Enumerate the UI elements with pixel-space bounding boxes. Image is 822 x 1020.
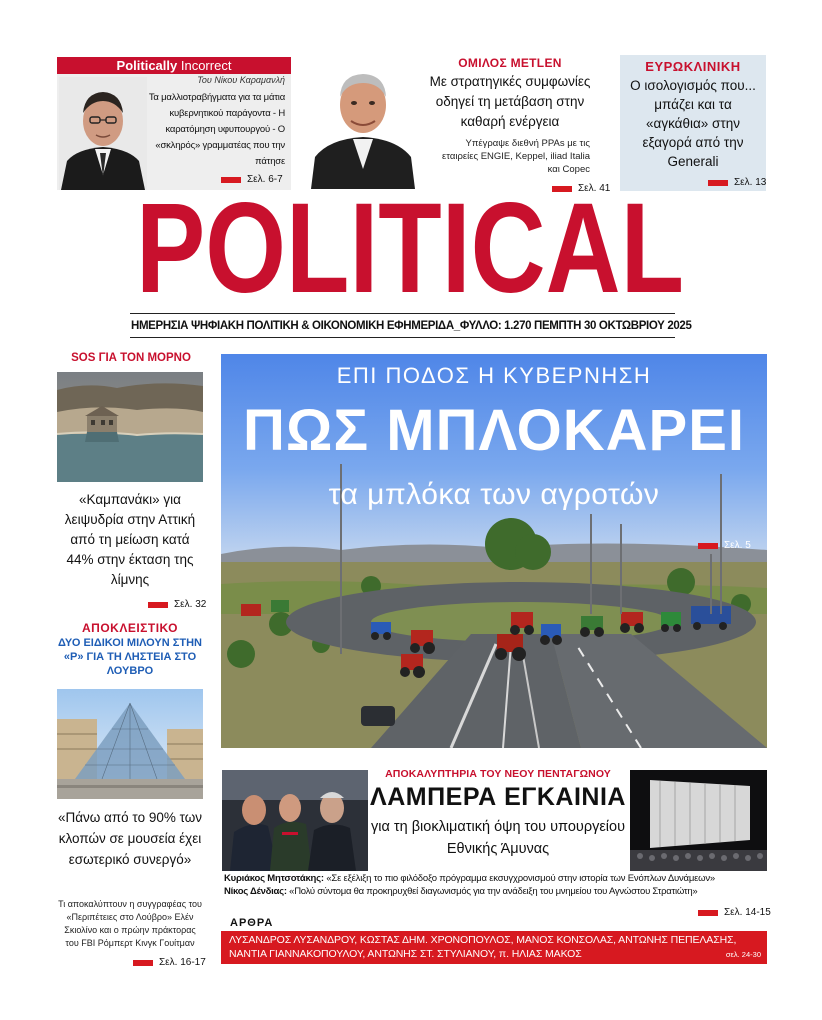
lake-photo: [57, 372, 203, 482]
column-title-bold: Politically: [116, 58, 178, 73]
metlen-subtext: Υπέγραψε διεθνή PPAs με τις εταιρείες ENGIE, Keppel, iliad Italia και Copec: [442, 138, 590, 175]
masthead-rule-top: [130, 313, 675, 314]
pentagon-ceremony-photo: [222, 770, 368, 871]
page-ref-euroclinic[interactable]: Σελ. 13: [708, 177, 766, 188]
articles-authors-line-1: ΛΥΣΑΝΔΡΟΣ ΛΥΣΑΝΔΡΟΥ, ΚΩΣΤΑΣ ΔΗΜ. ΧΡΟΝΟΠΟΥΛΟΣ, ΜΑΝΟΣ ΚΟΝΣΟΛΑΣ, ΑΝΤΩΝΗΣ ΠΕΠΕΛΑΣΗΣ,: [229, 934, 737, 946]
exclusive-label: ΑΠΟΚΛΕΙΣΤΙΚΟ: [82, 621, 178, 635]
page-ref-bar: [698, 910, 718, 916]
main-story-headline[interactable]: ΠΩΣ ΜΠΛΟΚΑΡΕΙ: [242, 398, 745, 463]
page-ref-louvre[interactable]: Σελ. 16-17: [133, 957, 206, 968]
masthead-strapline: ΗΜΕΡΗΣΙΑ ΨΗΦΙΑΚΗ ΠΟΛΙΤΙΚΗ & ΟΙΚΟΝΟΜΙΚΗ ΕΦΗΜΕΡΙΔΑ_ΦΥΛΛΟ: 1.270 ΠΕΜΠΤΗ 30 ΟΚΤΩΒΡΙΟΥ 2025: [131, 320, 692, 332]
louvre-quote[interactable]: «Πάνω από το 90% των κλοπών σε μουσεία έχει εσωτερικό συνεργό»: [57, 810, 203, 867]
logo-text: POLITICAL: [136, 190, 684, 306]
dendias-quote: [224, 886, 769, 898]
louvre-subtext: Τι αποκαλύπτουν η συγγραφέας του «Περιπέτειες στο Λούβρο» Ελέν Σκιολίνο και ο πρώην πράκτορας του FBI Ρόμπερτ Κινγκ Γουίτμαν: [58, 899, 202, 948]
masthead-rule-bottom: [130, 337, 675, 338]
newspaper-logo[interactable]: [130, 190, 690, 306]
page-ref-bar: [148, 602, 168, 608]
articles-authors-line-2: ΝΑΝΤΙΑ ΓΙΑΝΝΑΚΟΠΟΥΛΟΥ, ΑΝΤΩΝΗΣ ΣΤ. ΣΤΥΛΙΑΝΟΥ, π. ΗΛΙΑΣ ΜΑΚΟΣ: [229, 948, 582, 960]
page-ref-metlen[interactable]: Σελ. 41: [552, 183, 610, 194]
articles-label: ΑΡΘΡΑ: [230, 917, 274, 929]
articles-page-ref: σελ. 24-30: [725, 950, 761, 959]
metlen-headline[interactable]: Με στρατηγικές συμφωνίες οδηγεί τη μετάβαση στην καθαρή ενέργεια: [429, 74, 591, 129]
columnist-photo: [59, 77, 147, 190]
articles-box[interactable]: [221, 931, 767, 964]
pentagon-tag: ΑΠΟΚΑΛΥΠΤΗΡΙΑ ΤΟΥ ΝΕΟΥ ΠΕΝΤΑΓΩΝΟΥ: [385, 768, 611, 780]
metlen-section-title: ΟΜΙΛΟΣ METLEN: [458, 56, 562, 70]
politically-incorrect-box[interactable]: [57, 57, 291, 190]
main-story-kicker: ΕΠΙ ΠΟΔΟΣ Η ΚΥΒΕΡΝΗΣΗ: [336, 363, 652, 388]
pentagon-hall-photo: [630, 770, 767, 871]
column-title-light: Incorrect: [177, 58, 232, 73]
page-ref-bar: [133, 960, 153, 966]
mitsotakis-quote: [224, 873, 769, 885]
quote-speaker: Νίκος Δένδιας:: [224, 886, 287, 897]
mornos-headline[interactable]: «Καμπανάκι» για λειψυδρία στην Αττική από τη μείωση κατά 44% στην έκταση της λίμνης: [64, 492, 196, 587]
pentagon-subheadline: για τη βιοκλιματική όψη του υπουργείου Εθνικής Άμυνας: [370, 819, 626, 857]
page-ref-main[interactable]: Σελ. 5: [698, 540, 751, 551]
page-ref-bar: [698, 543, 718, 549]
column-author: Του Νίκου Καραμανλή: [197, 75, 285, 85]
page-ref-politically-incorrect[interactable]: Σελ. 6-7: [221, 174, 283, 185]
page-ref-bar: [221, 177, 241, 183]
louvre-kicker: ΔΥΟ ΕΙΔΙΚΟΙ ΜΙΛΟΥΝ ΣΤΗΝ «Ρ» ΓΙΑ ΤΗ ΛΗΣΤΕΙΑ ΣΤΟ ΛΟΥΒΡΟ: [58, 637, 202, 677]
euroclinic-title: ΕΥΡΩΚΛΙΝΙΚΗ: [645, 59, 741, 74]
quote-speaker: Κυριάκος Μητσοτάκης:: [224, 873, 324, 884]
page-ref-bar: [708, 180, 728, 186]
metlen-ceo-photo: [311, 57, 415, 189]
euroclinic-box[interactable]: [620, 55, 766, 191]
politically-incorrect-header: [57, 57, 291, 74]
quote-text: «Πολύ σύντομα θα προκηρυχθεί διαγωνισμός για την ανάδειξη του μνημείου του Αγνώστου Στρατιώτη»: [286, 886, 698, 897]
euroclinic-headline: Ο ισολογισμός που... μπάζει και τα «αγκάθια» στην εξαγορά από την Generali: [630, 78, 756, 169]
column-teaser: Τα μαλλιοτραβήγματα για τα μάτια κυβερνητικού παράγοντα - Η καρατόμηση υφυπουργού - Ο «σκληρός» γραμματέας που την πάτησε: [148, 92, 285, 167]
page-ref-mornos[interactable]: Σελ. 32: [148, 599, 206, 610]
page-ref-pentagon[interactable]: Σελ. 14-15: [698, 907, 771, 918]
main-story-subheadline: τα μπλόκα των αγροτών: [328, 478, 660, 511]
louvre-pyramid-photo: [57, 689, 203, 799]
pentagon-headline[interactable]: ΛΑΜΠΕΡΑ ΕΓΚΑΙΝΙΑ: [370, 783, 626, 811]
mornos-label: SOS ΓΙΑ ΤΟΝ ΜΟΡΝΟ: [71, 352, 191, 364]
quote-text: «Σε εξέλιξη το πιο φιλόδοξο πρόγραμμα εκσυγχρονισμού στην ιστορία των Ενόπλων Δυνάμεων»: [323, 873, 715, 884]
